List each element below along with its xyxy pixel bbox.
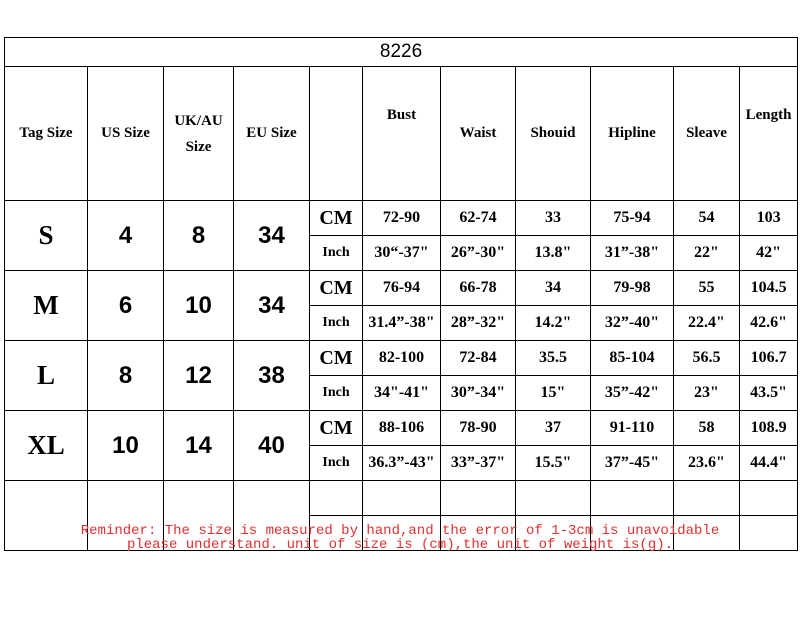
header-uk-au-size: UK/AU Size xyxy=(164,67,234,201)
style-number: 8226 xyxy=(5,38,798,67)
measurement-cm: 78-90 xyxy=(441,411,516,446)
size-chart-table xyxy=(4,37,798,551)
eu-size: 34 xyxy=(234,271,310,341)
measurement-cm: 54 xyxy=(674,201,740,236)
measurement-cm: 33 xyxy=(516,201,591,236)
measurement-cm: 55 xyxy=(674,271,740,306)
reminder-line-1: Reminder: The size is measured by hand,and the error of 1-3cm is unavoidable xyxy=(80,523,720,539)
unit-label-inch: Inch xyxy=(310,236,363,271)
measurement-cm: 103 xyxy=(740,201,798,236)
measurement-inch: 23.6" xyxy=(674,446,740,481)
header-row xyxy=(5,67,798,201)
measurement-cm: 35.5 xyxy=(516,341,591,376)
measurement-inch: 14.2" xyxy=(516,306,591,341)
header-length: Length xyxy=(740,67,798,201)
measurement-cm: 72-90 xyxy=(363,201,441,236)
measurement-inch: 22.4" xyxy=(674,306,740,341)
header-unit xyxy=(310,67,363,201)
measurement-inch: 43.5" xyxy=(740,376,798,411)
eu-size: 38 xyxy=(234,341,310,411)
measurement-inch: 33”-37" xyxy=(441,446,516,481)
measurement-inch: 44.4" xyxy=(740,446,798,481)
size-row-cm xyxy=(5,341,798,376)
measurement-inch: 36.3”-43" xyxy=(363,446,441,481)
header-sleeve: Sleave xyxy=(674,67,740,201)
unit-label-inch: Inch xyxy=(310,376,363,411)
size-row-cm xyxy=(5,271,798,306)
measurement-inch: 30“-37" xyxy=(363,236,441,271)
measurement-inch: 13.8" xyxy=(516,236,591,271)
measurement-cm: 91-110 xyxy=(591,411,674,446)
uk-au-size: 12 xyxy=(164,341,234,411)
measurement-inch: 35”-42" xyxy=(591,376,674,411)
measurement-cm: 58 xyxy=(674,411,740,446)
unit-label-cm: CM xyxy=(310,341,363,376)
header-hipline: Hipline xyxy=(591,67,674,201)
measurement-inch: 34"-41" xyxy=(363,376,441,411)
header-us-size: US Size xyxy=(88,67,164,201)
size-row-cm xyxy=(5,411,798,446)
measurement-inch: 15.5" xyxy=(516,446,591,481)
unit-label-cm: CM xyxy=(310,271,363,306)
measurement-inch: 15" xyxy=(516,376,591,411)
measurement-cm: 108.9 xyxy=(740,411,798,446)
measurement-cm: 85-104 xyxy=(591,341,674,376)
measurement-inch: 23" xyxy=(674,376,740,411)
unit-label-cm: CM xyxy=(310,411,363,446)
us-size: 10 xyxy=(88,411,164,481)
header-waist: Waist xyxy=(441,67,516,201)
us-size: 8 xyxy=(88,341,164,411)
measurement-cm: 82-100 xyxy=(363,341,441,376)
measurement-inch: 42.6" xyxy=(740,306,798,341)
measurement-inch: 30”-34" xyxy=(441,376,516,411)
tag-size: L xyxy=(5,341,88,411)
eu-size: 34 xyxy=(234,201,310,271)
measurement-inch: 31.4”-38" xyxy=(363,306,441,341)
measurement-cm: 56.5 xyxy=(674,341,740,376)
tag-size: XL xyxy=(5,411,88,481)
empty-row xyxy=(5,481,798,516)
measurement-cm: 62-74 xyxy=(441,201,516,236)
measurement-inch: 26”-30" xyxy=(441,236,516,271)
measurement-cm: 66-78 xyxy=(441,271,516,306)
tag-size: S xyxy=(5,201,88,271)
eu-size: 40 xyxy=(234,411,310,481)
measurement-cm: 88-106 xyxy=(363,411,441,446)
tag-size: M xyxy=(5,271,88,341)
us-size: 4 xyxy=(88,201,164,271)
measurement-inch: 22" xyxy=(674,236,740,271)
uk-au-size: 14 xyxy=(164,411,234,481)
measurement-cm: 75-94 xyxy=(591,201,674,236)
measurement-cm: 34 xyxy=(516,271,591,306)
measurement-cm: 76-94 xyxy=(363,271,441,306)
unit-label-cm: CM xyxy=(310,201,363,236)
header-eu-size: EU Size xyxy=(234,67,310,201)
measurement-cm: 106.7 xyxy=(740,341,798,376)
size-row-cm xyxy=(5,201,798,236)
measurement-inch: 37”-45" xyxy=(591,446,674,481)
measurement-inch: 31”-38" xyxy=(591,236,674,271)
header-shoulder: Shouid xyxy=(516,67,591,201)
measurement-cm: 37 xyxy=(516,411,591,446)
measurement-inch: 32”-40" xyxy=(591,306,674,341)
header-tag-size: Tag Size xyxy=(5,67,88,201)
measurement-cm: 104.5 xyxy=(740,271,798,306)
measurement-cm: 72-84 xyxy=(441,341,516,376)
uk-au-size: 8 xyxy=(164,201,234,271)
unit-label-inch: Inch xyxy=(310,306,363,341)
reminder-line-2: please understand. unit of size is (cm),the unit of weight is(g). xyxy=(126,537,674,553)
measurement-inch: 42" xyxy=(740,236,798,271)
measurement-cm: 79-98 xyxy=(591,271,674,306)
us-size: 6 xyxy=(88,271,164,341)
measurement-inch: 28”-32" xyxy=(441,306,516,341)
unit-label-inch: Inch xyxy=(310,446,363,481)
header-bust: Bust xyxy=(363,67,441,201)
uk-au-size: 10 xyxy=(164,271,234,341)
